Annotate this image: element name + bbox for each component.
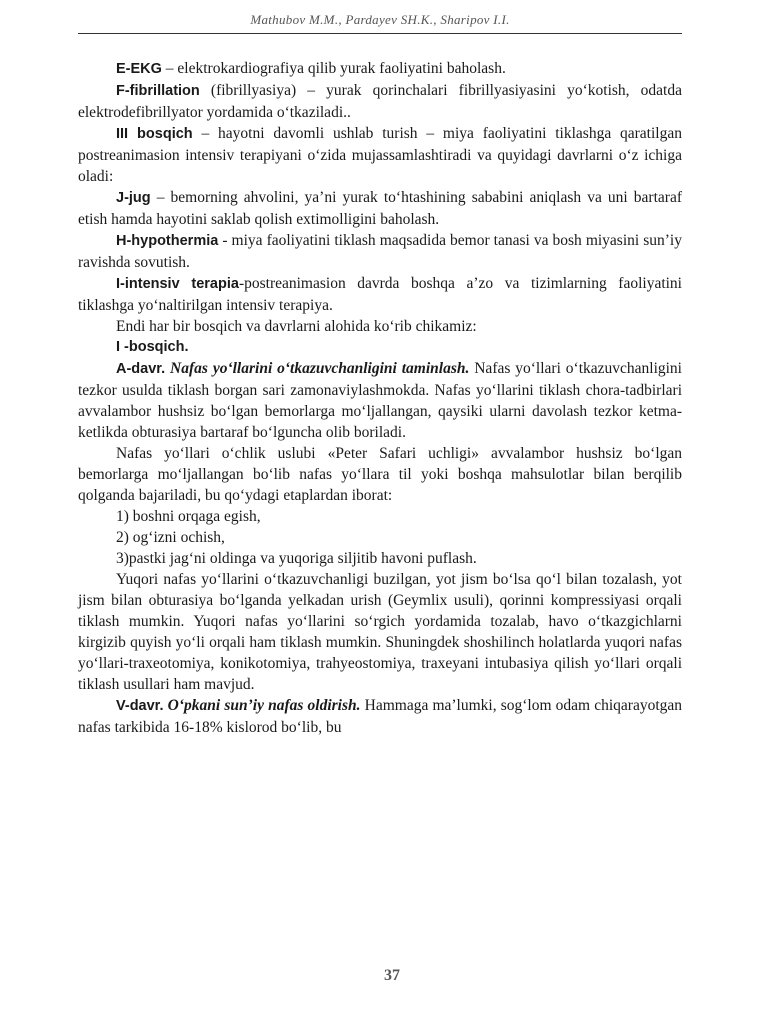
- paragraph-a-period: [78, 358, 682, 443]
- list-item: 3)pastki jag‘ni oldinga va yuqoriga siljitib havoni puflash.: [116, 550, 477, 567]
- definition-hypothermia: - miya faoliyatini tiklash maqsadida bemor tanasi va bosh miyasini sun’iy ravishda sovutish.: [78, 232, 682, 271]
- term-fibrillation: F-fibrillation: [116, 83, 200, 99]
- paragraph-v-period: [78, 695, 682, 738]
- paragraph-ekg: [78, 58, 682, 80]
- title-a-period: Nafas yo‘llarini o‘tkazuvchanligini taminlash.: [165, 360, 470, 377]
- term-v-period: V-davr.: [116, 698, 164, 714]
- paragraph-airway-restoration: Yuqori nafas yo‘llarini o‘tkazuvchanligi buzilgan, yot jism bo‘lsa qo‘l bilan tozalash, yot jism bilan obturasiya bo‘lganda yelkadan urish (Geymlix usuli), qorinni kompressiyasi orqali tiklash mumkin. Yuqori nafas yo‘llarini so‘rgich yordamida tozalab, havo o‘tkazgichlarni kirgizib quyish yo‘li orqali ham tiklash mumkin. Shuningdek shoshilinch holatlarda yuqori nafas yo‘llari-traxeotomiya, konikotomiya, trahyeostomiya, traxeyani intubasiya qilish yo‘llari orqali tiklash usullari ham mavjud.: [78, 571, 682, 693]
- page-number: 37: [384, 967, 400, 984]
- term-a-period: A-davr.: [116, 361, 166, 377]
- text-v-period: Hammaga ma’lumki, sog‘lom odam chiqarayotgan nafas tarkibida 16-18% kislorod bo‘lib, bu: [78, 697, 683, 736]
- definition-ekg: – elektrokardiografiya qilib yurak faoliyatini baholash.: [161, 60, 506, 77]
- header-rule: [78, 33, 682, 34]
- list-item: 2) og‘izni ochish,: [116, 529, 225, 546]
- paragraph-jug: [78, 187, 682, 230]
- paragraph-fibrillation: [78, 80, 682, 123]
- term-hypothermia: H-hypothermia: [116, 233, 219, 249]
- definition-fibrillation: (fibrillyasiya) – yurak qorinchalari fibrillyasiyasini yo‘kotish, odatda elektrodefibrillyator yordamida o‘tkaziladi..: [78, 82, 682, 121]
- paragraph-intro-stages: Endi har bir bosqich va davrlarni alohida ko‘rib chikamiz:: [116, 318, 477, 335]
- paragraph-hypothermia: [78, 230, 682, 273]
- title-v-period: O‘pkani sun’iy nafas oldirish.: [163, 697, 361, 714]
- list-item: 1) boshni orqaga egish,: [116, 508, 261, 525]
- term-intensive-therapy: I-intensiv terapia: [116, 276, 239, 292]
- paragraph-intensive-therapy: [78, 273, 682, 316]
- page-body: [78, 58, 682, 738]
- heading-stage-one: I -bosqich.: [116, 339, 189, 355]
- text-a-period: Nafas yo‘llari o‘tkazuvchanligini tezkor usulda tiklash borgan sari zamonaviylashmokda. Nafas yo‘llarini tiklash chora-tadbirlari avvalambor hushsiz bo‘lgan bemorlarga mo‘ljallangan, qaysiki ularni davolash tezkor ketma-ketlikda obturasiya bartaraf bo‘lguncha olib boriladi.: [78, 360, 682, 441]
- paragraph-safar-triad: Nafas yo‘llari o‘chlik uslubi «Peter Safari uchligi» avvalambor hushsiz bo‘lgan bemorlarga mo‘ljallangan bo‘lib nafas yo‘llara til yoki boshqa mahsulotlar bilan berqilib qolganda bajariladi, bu qo‘ydagi etaplardan iborat:: [78, 445, 682, 504]
- term-ekg: E-EKG: [116, 61, 162, 77]
- definition-stage-three: – hayotni davomli ushlab turish – miya faoliyatini tiklashga qaratilgan postreanimasion intensiv terapiyani o‘zida mujassamlashtiradi va quyidagi davrlarni o‘z ichiga oladi:: [78, 125, 682, 185]
- running-header: Mathubov M.M., Pardayev SH.K., Sharipov I.I.: [250, 12, 510, 27]
- definition-intensive-therapy: -postreanimasion davrda boshqa a’zo va tizimlarning faoliyatini tiklashga yo‘naltirilgan intensiv terapiya.: [78, 275, 682, 314]
- definition-jug: – bemorning ahvolini, ya’ni yurak to‘htashining sababini aniqlash va uni bartaraf etish hamda hayotini saklab qolish extimolligini baholash.: [78, 189, 682, 228]
- term-jug: J-jug: [116, 190, 151, 206]
- term-stage-three: III bosqich: [116, 126, 193, 142]
- paragraph-stage-three: [78, 123, 682, 187]
